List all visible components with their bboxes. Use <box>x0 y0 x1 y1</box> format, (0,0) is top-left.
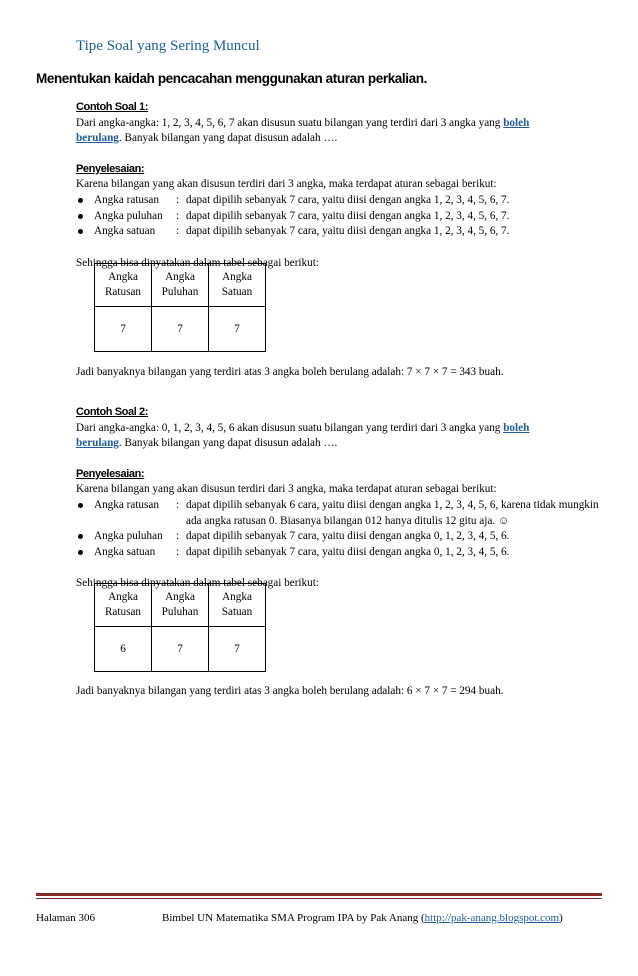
table-cell-ratusan: 6 <box>95 627 152 672</box>
list-item: Angka satuan : dapat dipilih sebanyak 7 cara, yaitu diisi dengan angka 0, 1, 2, 3, 4, 5, 6. <box>76 545 616 561</box>
bullet-icon <box>78 229 83 234</box>
footer-page-number: Halaman 306 <box>36 912 95 924</box>
example-2-bullets <box>76 498 616 560</box>
example-1-bullets <box>76 193 616 240</box>
example-1-question-prefix: Dari angka-angka: 1, 2, 3, 4, 5, 6, 7 akan disusun suatu bilangan yang terdiri dari 3 angka yang <box>76 116 501 129</box>
example-1-table <box>94 263 266 352</box>
example-2-highlight-berulang: berulang <box>76 437 119 450</box>
list-item: Angka puluhan : dapat dipilih sebanyak 7 cara, yaitu diisi dengan angka 1, 2, 3, 4, 5, 6, 7. <box>76 209 616 225</box>
table-header-ratusan: Angka Ratusan <box>95 264 152 307</box>
table-header-puluhan: Angka Puluhan <box>152 584 209 627</box>
list-item: Angka ratusan : dapat dipilih sebanyak 6 cara, yaitu diisi dengan angka 1, 2, 3, 4, 5, 6, karena tidak mungkin ada angka ratusan 0. Biasanya bilangan 012 hanya ditulis 12 gitu aja. ☺ <box>76 498 616 529</box>
example-2-question-suffix: . Banyak bilangan yang dapat disusun adalah …. <box>118 437 338 450</box>
example-2-table-intro: Sehingga bisa dinyatakan dalam tabel sebagai berikut: <box>76 577 319 590</box>
example-2-conclusion: Jadi banyaknya bilangan yang terdiri atas 3 angka boleh berulang adalah: 6 × 7 × 7 = 294 buah. <box>76 685 504 697</box>
example-2-solution-title: Penyelesaian: <box>76 467 145 480</box>
table-cell-puluhan: 7 <box>152 307 209 352</box>
example-2-solution-intro: Karena bilangan yang akan disusun terdiri dari 3 angka, maka terdapat aturan sebagai berikut: <box>76 483 497 496</box>
bullet-icon <box>78 198 83 203</box>
list-item: Angka satuan : dapat dipilih sebanyak 7 cara, yaitu diisi dengan angka 1, 2, 3, 4, 5, 6, 7. <box>76 224 616 240</box>
example-1 <box>76 100 616 271</box>
list-item: Angka ratusan : dapat dipilih sebanyak 7 cara, yaitu diisi dengan angka 1, 2, 3, 4, 5, 6, 7. <box>76 193 616 209</box>
example-2-highlight-boleh: boleh <box>503 421 530 434</box>
footer-rule <box>36 893 602 896</box>
footer-book-info <box>162 912 563 924</box>
example-1-conclusion: Jadi banyaknya bilangan yang terdiri atas 3 angka boleh berulang adalah: 7 × 7 × 7 = 343 buah. <box>76 366 504 378</box>
example-2-question <box>76 421 616 452</box>
table-cell-satuan: 7 <box>209 307 266 352</box>
table-cell-ratusan: 7 <box>95 307 152 352</box>
example-1-solution-title: Penyelesaian: <box>76 162 145 175</box>
example-1-solution-intro: Karena bilangan yang akan disusun terdiri dari 3 angka, maka terdapat aturan sebagai berikut: <box>76 178 497 191</box>
page-header-title: Tipe Soal yang Sering Muncul <box>76 38 260 54</box>
bullet-icon <box>78 214 83 219</box>
example-2-table <box>94 583 266 672</box>
example-1-question-suffix: . Banyak bilangan yang dapat disusun adalah …. <box>118 132 338 145</box>
footer-blog-link[interactable]: http://pak-anang.blogspot.com <box>424 912 560 924</box>
example-2-title: Contoh Soal 2: <box>76 406 149 418</box>
example-1-highlight-boleh: boleh <box>503 116 530 129</box>
bullet-icon <box>78 550 83 555</box>
table-header-ratusan: Angka Ratusan <box>95 584 152 627</box>
table-cell-satuan: 7 <box>209 627 266 672</box>
main-heading: Menentukan kaidah pencacahan menggunakan aturan perkalian. <box>36 71 427 86</box>
table-header-satuan: Angka Satuan <box>209 264 266 307</box>
footer-book-text: Bimbel UN Matematika SMA Program IPA by Pak Anang ( <box>162 912 425 924</box>
footer-rule-thin <box>36 898 602 899</box>
bullet-icon <box>78 534 83 539</box>
table-header-satuan: Angka Satuan <box>209 584 266 627</box>
bullet-icon <box>78 503 83 508</box>
example-2-question-prefix: Dari angka-angka: 0, 1, 2, 3, 4, 5, 6 akan disusun suatu bilangan yang terdiri dari 3 angka yang <box>76 421 501 434</box>
example-2 <box>76 405 616 592</box>
example-1-question <box>76 116 616 147</box>
list-item: Angka puluhan : dapat dipilih sebanyak 7 cara, yaitu diisi dengan angka 0, 1, 2, 3, 4, 5, 6. <box>76 529 616 545</box>
table-cell-puluhan: 7 <box>152 627 209 672</box>
footer-close-paren: ) <box>559 912 563 924</box>
example-1-title: Contoh Soal 1: <box>76 101 149 113</box>
example-1-table-intro: Sehingga bisa dinyatakan dalam tabel sebagai berikut: <box>76 256 319 269</box>
example-1-highlight-berulang: berulang <box>76 132 119 145</box>
table-header-puluhan: Angka Puluhan <box>152 264 209 307</box>
